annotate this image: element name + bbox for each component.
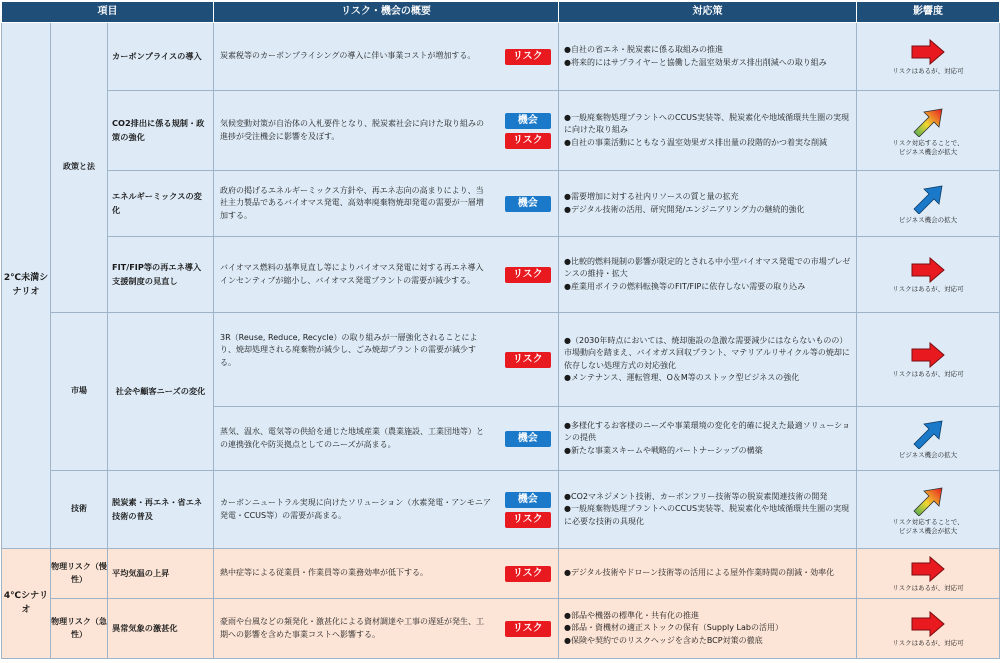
impact-cell: リスクはあるが、対応可 bbox=[857, 237, 1000, 313]
overview-text: 豪雨や台風などの頻発化・激甚化による資材調達や工事の遅延が発生、工期への影響を含めた事業コストへ影響する。 bbox=[214, 599, 498, 659]
arrow-diagonal-blue-icon bbox=[910, 419, 946, 449]
overview-text: 蒸気、温水、電気等の供給を通じた地域産業（農業施設、工業団地等）との連携強化や防災拠点としてのニーズが高まる。 bbox=[214, 407, 498, 471]
item-label: エネルギーミックスの変化 bbox=[108, 171, 214, 237]
overview-text: カーボンニュートラル実現に向けたソリューション（水素発電・アンモニア発電・CCUS等）の需要が高まる。 bbox=[214, 471, 498, 549]
response-cell: ●多様化するお客様のニーズや事業環境の変化を的確に捉えた最適ソリューションの提供 ●新たな事業スキームや戦略的パートナーシップの構築 bbox=[559, 407, 857, 471]
impact-cell: ビジネス機会の拡大 bbox=[857, 171, 1000, 237]
arrow-diagonal-gradient-icon bbox=[910, 107, 946, 137]
item-label: 平均気温の上昇 bbox=[108, 549, 214, 599]
arrow-right-red-icon bbox=[910, 39, 946, 65]
arrow-right-red-icon bbox=[910, 611, 946, 637]
opportunity-tag: 機会 bbox=[505, 431, 551, 447]
item-label: 脱炭素・再エネ・省エネ技術の普及 bbox=[108, 471, 214, 549]
overview-text: バイオマス燃料の基準見直し等によりバイオマス発電に対する再エネ導入インセンティブが縮小し、バイオマス発電プラントの需要が減少する。 bbox=[214, 237, 498, 313]
opportunity-tag: 機会 bbox=[505, 113, 551, 129]
response-cell: ●需要増加に対する社内リソースの質と量の拡充 ●デジタル技術の活用、研究開発/エンジニアリング力の継続的強化 bbox=[559, 171, 857, 237]
impact-cell: ビジネス機会の拡大 bbox=[857, 407, 1000, 471]
item-label: FIT/FIP等の再エネ導入支援制度の見直し bbox=[108, 237, 214, 313]
risk-tag: リスク bbox=[505, 566, 551, 582]
response-cell: ●一般廃棄物処理プラントへのCCUS実装等、脱炭素化や地域循環共生圏の実現に向けた取り組み ●自社の事業活動にともなう温室効果ガス排出量の段階的かつ着実な削減 bbox=[559, 91, 857, 171]
table-row bbox=[2, 91, 1000, 171]
header-response: 対応策 bbox=[559, 2, 857, 23]
category-acute: 物理リスク（急性） bbox=[51, 599, 108, 659]
risk-tag: リスク bbox=[505, 352, 551, 368]
opportunity-tag: 機会 bbox=[505, 196, 551, 212]
response-cell: ●比較的燃料規制の影響が限定的とされる中小型バイオマス発電での市場プレゼンスの維持・拡大 ●産業用ボイラの燃料転換等のFIT/FIPに依存しない需要の取り込み bbox=[559, 237, 857, 313]
response-cell: ●CO2マネジメント技術、カーボンフリー技術等の脱炭素関連技術の開発 ●一般廃棄物処理プラントへのCCUS実装等、脱炭素化や地域循環共生圏の実現に必要な技術の具現化 bbox=[559, 471, 857, 549]
impact-cell: リスクはあるが、対応可 bbox=[857, 313, 1000, 407]
table-row bbox=[2, 171, 1000, 237]
item-label: 社会や顧客ニーズの変化 bbox=[108, 313, 214, 471]
risk-tag: リスク bbox=[505, 512, 551, 528]
response-cell: ●（2030年時点においては、焼却施設の急激な需要減少にはならないものの）市場動向を踏まえ、バイオガス回収プラント、マテリアルリサイクル等の焼却に依存しない処理方式の対応強化 ●メンテナンス、運転管理、O＆M等のストック型ビジネスの強化 bbox=[559, 313, 857, 407]
arrow-diagonal-blue-icon bbox=[910, 184, 946, 214]
risk-tag: リスク bbox=[505, 49, 551, 65]
arrow-right-red-icon bbox=[910, 257, 946, 283]
overview-text: 3R（Reuse, Reduce, Recycle）の取り組みが一層強化されることにより、焼却処理される廃棄物が減少し、ごみ焼却プラントの需要が減少する。 bbox=[214, 313, 498, 407]
impact-cell: リスク対応することで、 ビジネス機会が拡大 bbox=[857, 471, 1000, 549]
scenario-4c: 4℃シナリオ bbox=[2, 549, 51, 659]
impact-cell: リスクはあるが、対応可 bbox=[857, 599, 1000, 659]
table-row bbox=[2, 237, 1000, 313]
risk-opportunity-table bbox=[1, 1, 1000, 659]
header-item: 項目 bbox=[2, 2, 214, 23]
opportunity-tag: 機会 bbox=[505, 492, 551, 508]
table-row bbox=[2, 471, 1000, 549]
risk-tag: リスク bbox=[505, 621, 551, 637]
response-cell: ●自社の省エネ・脱炭素に係る取組みの推進 ●将来的にはサプライヤーと協働した温室効果ガス排出削減への取り組み bbox=[559, 23, 857, 91]
overview-text: 炭素税等のカーボンプライシングの導入に伴い事業コストが増加する。 bbox=[214, 23, 498, 91]
table-row bbox=[2, 313, 1000, 407]
header-overview: リスク・機会の概要 bbox=[214, 2, 559, 23]
category-chronic: 物理リスク（慢性） bbox=[51, 549, 108, 599]
item-label: 異常気象の激甚化 bbox=[108, 599, 214, 659]
impact-cell: リスクはあるが、対応可 bbox=[857, 549, 1000, 599]
overview-text: 熱中症等による従業員・作業員等の業務効率が低下する。 bbox=[214, 549, 498, 599]
impact-cell: リスクはあるが、対応可 bbox=[857, 23, 1000, 91]
table-row bbox=[2, 549, 1000, 599]
overview-text: 気候変動対策が自治体の入札要件となり、脱炭素社会に向けた取り組みの進捗が受注機会に影響を及ぼす。 bbox=[214, 91, 498, 171]
header-impact: 影響度 bbox=[857, 2, 1000, 23]
response-cell: ●部品や機器の標準化・共有化の推進 ●部品・資機材の適正ストックの保有（Supply Labの活用） ●保険や契約でのリスクヘッジを含めたBCP対策の徹底 bbox=[559, 599, 857, 659]
item-label: CO2排出に係る規制・政策の強化 bbox=[108, 91, 214, 171]
category-policy: 政策と法 bbox=[51, 23, 108, 313]
arrow-right-red-icon bbox=[910, 556, 946, 582]
scenario-2c: 2℃未満シナリオ bbox=[2, 23, 51, 549]
category-market: 市場 bbox=[51, 313, 108, 471]
impact-cell: リスク対応することで、 ビジネス機会が拡大 bbox=[857, 91, 1000, 171]
category-tech: 技術 bbox=[51, 471, 108, 549]
overview-text: 政府の掲げるエネルギーミックス方針や、再エネ志向の高まりにより、当社主力製品であるバイオマス発電、高効率廃棄物焼却発電の需要が一層増加する。 bbox=[214, 171, 498, 237]
risk-tag: リスク bbox=[505, 267, 551, 283]
arrow-diagonal-gradient-icon bbox=[910, 486, 946, 516]
table-row bbox=[2, 23, 1000, 91]
risk-tag: リスク bbox=[505, 133, 551, 149]
arrow-right-red-icon bbox=[910, 342, 946, 368]
response-cell: ●デジタル技術やドローン技術等の活用による屋外作業時間の削減・効率化 bbox=[559, 549, 857, 599]
header-row bbox=[2, 2, 1000, 23]
item-label: カーボンプライスの導入 bbox=[108, 23, 214, 91]
table-row bbox=[2, 599, 1000, 659]
